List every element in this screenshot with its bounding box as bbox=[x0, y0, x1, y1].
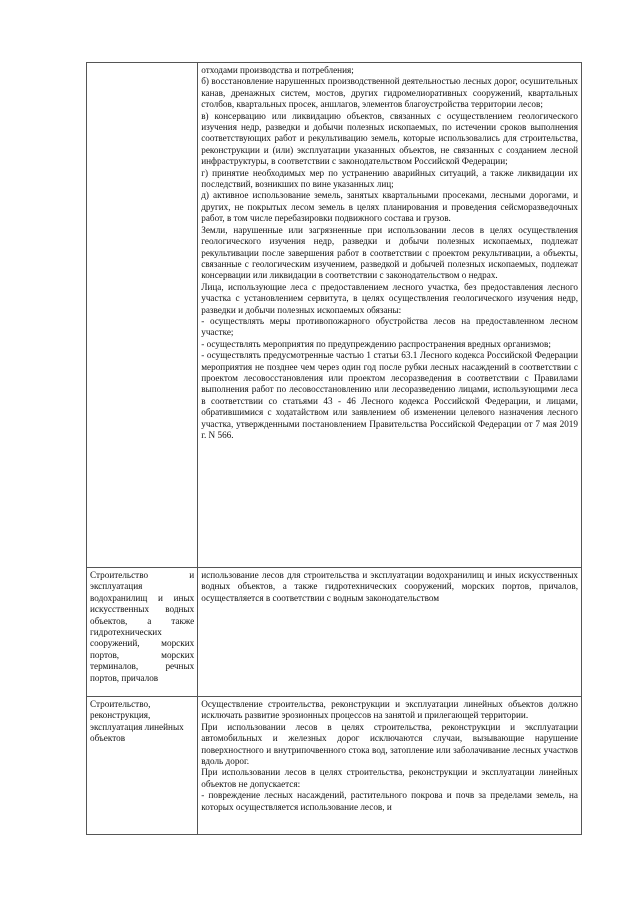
requirement-paragraph: в) консервацию или ликвидацию объектов, связанных с осуществлением геологического изучения недр, разведки и добычи полезных ископаемых, по истечении сроков выполнения соответствующих работ и рекультивацию земель, которые использовались для строительства, реконструкции и (или) эксплуатации указанных объектов, не связанных с созданием лесной инфраструктуры, в соответствии с законодательством Российской Федерации; bbox=[201, 110, 578, 167]
requirement-paragraph: Лица, использующие леса с предоставлением лесного участка, без предоставления лесного участка с установлением сервитута, в целях осуществления геологического изучения недр, разведки и добычи полезных ископаемых обязаны: bbox=[201, 281, 578, 315]
requirements-cell bbox=[198, 697, 582, 835]
requirement-paragraph: При использовании лесов в целях строительства, реконструкции и эксплуатации автомобильных и железных дорог исключаются случаи, вызывающие нарушение поверхностного и внутрипочвенного стока вод, затопление или заболачивание лесных участков вдоль дорог. bbox=[201, 721, 578, 767]
requirement-paragraph: д) активное использование земель, занятых квартальными просеками, лесными дорогами, и других, не покрытых лесом земель в целях планирования и проведения сейсморазведочных работ, в том числе перебазировки подвижного состава и грузов. bbox=[201, 190, 578, 224]
table-row bbox=[87, 697, 582, 835]
activity-name-cell bbox=[87, 568, 198, 697]
forest-use-table bbox=[86, 62, 582, 835]
table-row bbox=[87, 568, 582, 697]
table-row bbox=[87, 63, 582, 568]
requirement-paragraph: б) восстановление нарушенных производственной деятельностью лесных дорог, осушительных канав, дренажных систем, мостов, других гидромелиоративных сооружений, квартальных столбов, квартальных просек, аншлагов, элементов благоустройства территории лесов; bbox=[201, 76, 578, 110]
requirement-paragraph: - осуществлять мероприятия по предупреждению распространения вредных организмов; bbox=[201, 338, 551, 349]
requirements-cell bbox=[198, 568, 582, 697]
requirement-paragraph: - осуществлять меры противопожарного обустройства лесов на предоставленном лесном участке; bbox=[201, 315, 578, 338]
requirement-paragraph: - повреждение лесных насаждений, растительного покрова и почв за пределами земель, на которых осуществляется использование лесов, и bbox=[201, 790, 578, 812]
activity-name-cell bbox=[87, 697, 198, 835]
activity-name: Строительство, реконструкция, эксплуатация линейных объектов bbox=[90, 699, 184, 744]
requirement-paragraph: использование лесов для строительства и эксплуатации водохранилищ и иных искусственных водных объектов, а также гидротехнических сооружений, морских портов, причалов, осуществляется в соответствии с водным законодательством bbox=[201, 570, 578, 603]
requirement-paragraph: отходами производства и потребления; bbox=[201, 65, 354, 75]
requirement-paragraph: Земли, нарушенные или загрязненные при использовании лесов в целях осуществления геологического изучения недр, разведки и добычи полезных ископаемых, подлежат рекультивации после завершения работ в соответствии с проектом рекультивации, а объекты, связанные с геологическим изучением, разведкой и добычей полезных ископаемых, подлежат консервации или ликвидации в соответствии с законодательством о недрах. bbox=[201, 224, 578, 281]
requirements-cell bbox=[198, 63, 582, 568]
activity-name-cell bbox=[87, 63, 198, 568]
requirement-paragraph: При использовании лесов в целях строительства, реконструкции и эксплуатации линейных объектов не допускается: bbox=[201, 767, 578, 789]
requirement-paragraph: - осуществлять предусмотренные частью 1 статьи 63.1 Лесного кодекса Российской Федерации мероприятия не позднее чем через один год после рубки лесных насаждений в соответствии с проектом лесовосстановления или проектом лесоразведения в соответствии с Правилами выполнения работ по лесовосстановлению или лесоразведению лицами, использующими леса в соответствии со статьями 43 - 46 Лесного кодекса Российской Федерации, и лицами, обратившимися с ходатайством или заявлением об изменении целевого назначения лесного участка, утвержденными постановлением Правительства Российской Федерации от 7 мая 2019 г. N 566. bbox=[201, 350, 578, 440]
requirement-paragraph: Осуществление строительства, реконструкции и эксплуатации линейных объектов должно исключать развитие эрозионных процессов на занятой и прилегающей территории. bbox=[201, 699, 578, 721]
requirement-paragraph: г) принятие необходимых мер по устранению аварийных ситуаций, а также ликвидации их последствий, возникших по вине указанных лиц; bbox=[201, 167, 578, 190]
activity-name: Строительство и эксплуатация водохранилищ и иных искусственных водных объектов, а также гидротехнических сооружений, морских портов, морских терминалов, речных портов, причалов bbox=[90, 570, 195, 683]
